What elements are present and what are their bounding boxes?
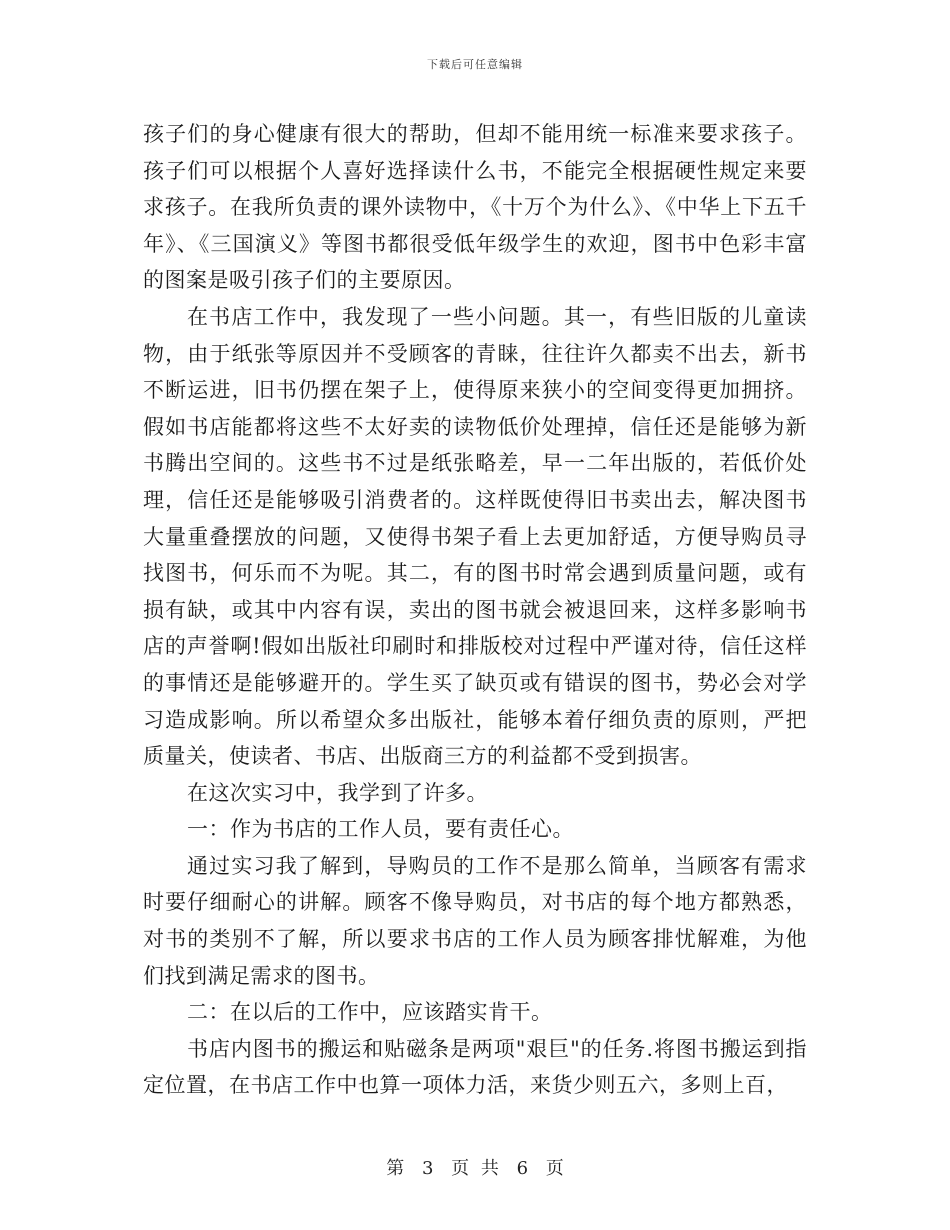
paragraph: 在书店工作中，我发现了一些小问题。其一，有些旧版的儿童读物，由于纸张等原因并不受顾客的青睐，往往许久都卖不出去，新书不断运进，旧书仍摆在架子上，使得原来狭小的空间变得更加拥挤。假如书店能都将这些不太好卖的读物低价处理掉，信任还是能够为新书腾出空间的。这些书不过是纸张略差，早一二年出版的，若低价处理，信任还是能够吸引消费者的。这样既使得旧书卖出去，解决图书大量重叠摆放的问题，又使得书架子看上去更加舒适，方便导购员寻找图书，何乐而不为呢。其二，有的图书时常会遇到质量问题，或有损有缺，或其中内容有误，卖出的图书就会被退回来，这样多影响书店的声誉啊!假如出版社印刷时和排版校对过程中严谨对待，信任这样的事情还是能够避开的。学生买了缺页或有错误的图书，势必会对学习造成影响。所以希望众多出版社，能够本着仔细负责的原则，严把质量关，使读者、书店、出版商三方的利益都不受到损害。	[143, 304, 807, 769]
paragraph: 一：作为书店的工作人员，要有责任心。	[187, 817, 574, 842]
footer-prefix: 第	[386, 1158, 405, 1179]
page-number-footer	[0, 1154, 950, 1180]
paragraph: 书店内图书的搬运和贴磁条是两项"艰巨"的任务.将图书搬运到指定位置，在书店工作中也算一项体力活，来货少则五六，多则上百，	[143, 1036, 807, 1098]
paragraph: 二：在以后的工作中，应该踏实肯干。	[187, 1000, 553, 1025]
document-body	[143, 116, 807, 1104]
total-page-count: 6	[516, 1158, 529, 1179]
paragraph: 在这次实习中，我学到了许多。	[187, 780, 488, 805]
paragraph: 孩子们的身心健康有很大的帮助，但却不能用统一标准来要求孩子。孩子们可以根据个人喜好选择读什么书，不能完全根据硬性规定来要求孩子。在我所负责的课外读物中，《十万个为什么》、《中华上下五千年》、《三国演义》等图书都很受低年级学生的欢迎，图书中色彩丰富的图案是吸引孩子们的主要原因。	[143, 122, 807, 293]
paragraph: 通过实习我了解到，导购员的工作不是那么简单，当顾客有需求时要仔细耐心的讲解。顾客不像导购员，对书店的每个地方都熟悉，对书的类别不了解，所以要求书店的工作人员为顾客排忧解难，为他们找到满足需求的图书。	[143, 853, 807, 988]
current-page-number: 3	[421, 1158, 434, 1179]
page-header: 下载后可任意编辑	[427, 58, 523, 71]
footer-middle: 页 共	[451, 1158, 499, 1179]
footer-suffix: 页	[545, 1158, 564, 1179]
